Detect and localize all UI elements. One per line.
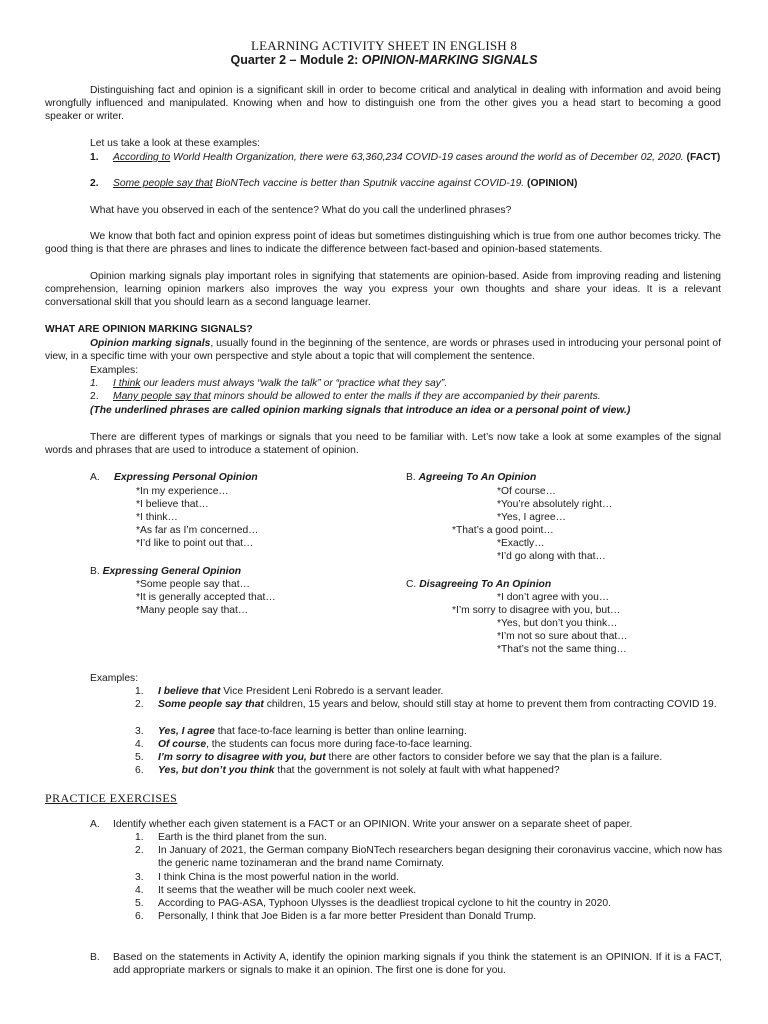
activity-letter: A. [90,819,100,830]
item-text: I think China is the most powerful nation in the world. [158,872,399,883]
signal-item: *I think… [136,512,178,523]
paragraph-fact-opinion: We know that both fact and opinion express point of ideas but sometimes distinguishing which is true from one author becomes tricky. The good thing is that there are phrases and lines to indicate the difference between fact-based and opinion-based statements. [45,231,721,256]
activity-a-item-3 [135,871,722,884]
examples-label: Examples: [90,365,139,376]
example-text: BioNTech vaccine is better than Sputnik vaccine against COVID-19. [212,178,528,189]
activity-a-item-5 [135,897,722,910]
example-sentence-5 [135,751,722,764]
example-number: 4. [135,739,144,750]
signal-item: *As far as I’m concerned… [136,525,259,536]
category-heading [406,471,536,484]
category-heading [90,565,241,578]
opinion-signal: I believe that [158,686,221,697]
example-number: 6. [135,765,144,776]
activity-a-instruction [90,818,722,831]
signal-item: *I don’t agree with you… [497,592,610,603]
example-number: 1. [135,686,144,697]
item-number: 1. [135,832,144,843]
example-sentence-2 [135,698,722,711]
module-title: OPINION-MARKING SIGNALS [361,53,538,67]
activity-b-instruction [90,951,722,977]
example-text: children, 15 years and below, should still stay at home to prevent them from contracting COVID 19. [263,699,717,710]
item-number: 2. [135,845,144,856]
practice-exercises-title: PRACTICE EXERCISES [45,791,178,805]
signal-item: *That’s not the same thing… [497,644,627,655]
item-text: It seems that the weather will be much cooler next week. [158,885,417,896]
category-title: Agreeing To An Opinion [418,472,537,483]
item-text: Earth is the third planet from the sun. [158,832,327,843]
item-number: 3. [135,872,144,883]
item-number: 6. [135,911,144,922]
example-text: that face-to-face learning is better than online learning. [214,726,467,737]
activity-a-item-4 [135,884,722,897]
module-subtitle [0,54,768,67]
instruction-text: Identify whether each given statement is a FACT or an OPINION. Write your answer on a separate sheet of paper. [113,819,633,830]
signal-item: *Some people say that… [136,579,250,590]
example-text: minors should be allowed to enter the malls if they are accompanied by their parents. [210,391,601,402]
opinion-signal: According to [113,152,171,163]
opinion-signal: I think [113,378,141,389]
opinion-signal: Some people say that [158,699,264,710]
signal-item: *In my experience… [136,486,229,497]
example-sentence-1 [135,685,722,698]
opinion-signal: Yes, but don’t you think [158,765,275,776]
signal-example-1 [90,377,722,390]
signal-item: *Of course… [497,486,556,497]
intro-paragraph: Distinguishing fact and opinion is a significant skill in order to become critical and analytical in dealing with information and avoid being wrongfully influenced and manipulated. Knowing when and how to distinguish one from the other gives you a head start to becoming a good speaker or writer. [45,85,721,123]
example-sentence-3 [135,725,722,738]
category-letter: B. [406,472,416,483]
examples-intro: Let us take a look at these examples: [90,138,260,149]
signal-item: *I’m sorry to disagree with you, but… [452,605,621,616]
opinion-signal: I’m sorry to disagree with you, but [158,752,326,763]
signal-item: *It is generally accepted that… [136,592,276,603]
example-number: 2. [135,699,144,710]
item-text: Personally, I think that Joe Biden is a far more better President than Donald Trump. [158,911,537,922]
sheet-title: LEARNING ACTIVITY SHEET IN ENGLISH 8 [250,38,518,53]
category-heading [90,471,258,484]
fact-opinion-example-2 [90,177,722,190]
example-tag: (OPINION) [527,178,578,189]
examples-label-2: Examples: [90,673,139,684]
signal-item: *Many people say that… [136,605,249,616]
activity-a-item-1 [135,831,722,844]
signal-item: *I believe that… [136,499,209,510]
signal-item: *Exactly… [497,538,545,549]
fact-opinion-example-1 [90,151,722,164]
example-text: World Health Organization, there were 63,360,234 COVID-19 cases around the world as of December 02, 2020. [170,152,684,163]
signal-example-2 [90,390,722,403]
activity-a-item-2 [135,844,722,870]
signal-item: *I’d like to point out that… [136,538,254,549]
example-text: there are other factors to consider before we say that the plan is a failure. [325,752,663,763]
category-title: Disagreeing To An Opinion [419,579,552,590]
quarter-label: Quarter 2 – Module 2: [230,53,359,67]
category-title: Expressing Personal Opinion [114,472,258,483]
example-number: 2. [90,178,99,189]
example-tag: (FACT) [686,152,721,163]
section-heading: WHAT ARE OPINION MARKING SIGNALS? [45,324,253,335]
activity-a-item-6 [135,910,722,923]
item-number: 4. [135,885,144,896]
example-number: 2. [90,391,99,402]
example-text: Vice President Leni Robredo is a servant leader. [220,686,444,697]
underline-note: (The underlined phrases are called opinion marking signals that introduce an idea or a personal point of view.) [90,405,631,416]
signal-item: *I’m not so sure about that… [497,631,628,642]
activity-letter: B. [90,952,100,963]
category-title: Expressing General Opinion [102,566,242,577]
observation-question: What have you observed in each of the sentence? What do you call the underlined phrases? [90,205,512,216]
instruction-text: Based on the statements in Activity A, identify the opinion marking signals if you think the statement is an OPINION. If it is a FACT, add appropriate markers or signals to make it an opinion. The first one is done for you. [113,952,722,977]
example-number: 1. [90,152,99,163]
signal-types-paragraph: There are different types of markings or signals that you need to be familiar with. Let’s now take a look at some examples of the signal words and phrases that are used to introduce a statement of opinion. [45,432,721,457]
item-text: In January of 2021, the German company BioNTech researchers began designing their coronavirus vaccine, which now has the generic name tozinameran and the brand name Comirnaty. [158,845,722,870]
example-number: 1. [90,378,99,389]
opinion-signal: Yes, I agree [158,726,215,737]
category-letter: C. [406,579,417,590]
example-number: 3. [135,726,144,737]
paragraph-opinion-signals: Opinion marking signals play important roles in signifying that statements are opinion-based. Aside from improving reading and listening comprehension, learning opinion markers also improves the way you express your own thoughts and share your ideas. It is a relevant conversational skill that you should learn as a second language learner. [45,271,721,309]
example-text: our leaders must always “walk the talk” or “practice what they say”. [140,378,448,389]
example-sentence-6 [135,764,722,777]
category-letter: B. [90,566,100,577]
example-text: , the students can focus more during face-to-face learning. [206,739,473,750]
opinion-signal: Many people say that [113,391,211,402]
definition-term: Opinion marking signals [90,338,211,349]
opinion-signal: Of course [158,739,207,750]
example-number: 5. [135,752,144,763]
opinion-signal: Some people say that [113,178,213,189]
signal-item: *That’s a good point… [452,525,554,536]
example-text: that the government is not solely at fault with what happened? [274,765,560,776]
definition-text: , usually found in the beginning of the sentence, are words or phrases used in introducing your personal point of view, in a specific time with your own perspective and style about a topic that will complement the sentence. [45,338,721,363]
signal-item: *Yes, I agree… [497,512,566,523]
definition-paragraph [45,337,721,363]
category-letter: A. [90,472,100,483]
signal-item: *You’re absolutely right… [497,499,613,510]
signal-item: *Yes, but don’t you think… [497,618,618,629]
category-heading [406,578,551,591]
example-sentence-4 [135,738,722,751]
signal-item: *I’d go along with that… [497,551,606,562]
item-text: According to PAG-ASA, Typhoon Ulysses is the deadliest tropical cyclone to hit the country in 2020. [158,898,611,909]
item-number: 5. [135,898,144,909]
